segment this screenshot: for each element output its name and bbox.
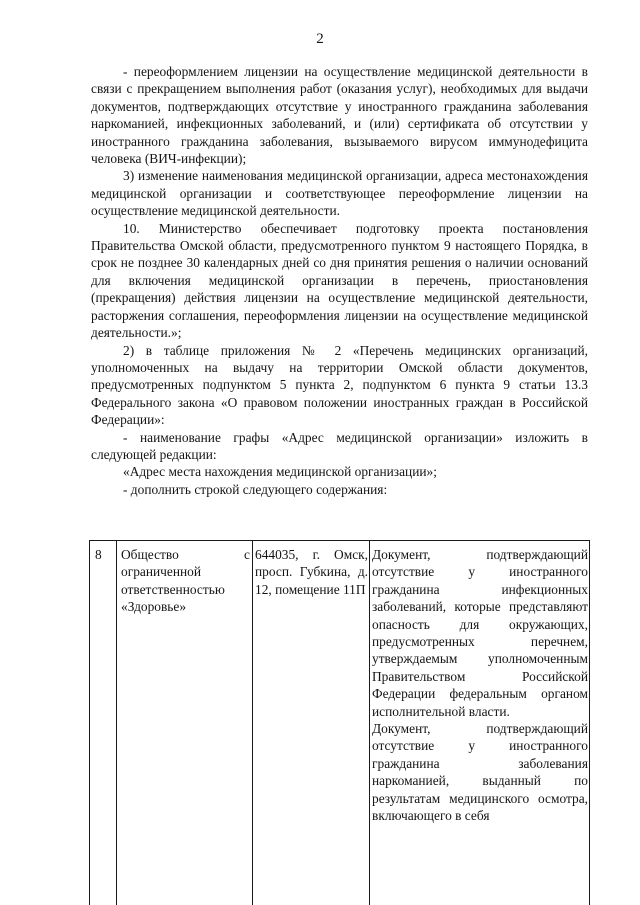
paragraph-license-reissue: - переоформлением лицензии на осуществление медицинской деятельности в связи с прекращением выполнения работ (оказания услуг), необходимых для выдачи документов, подтверждающих отсутствие у иностранного гражданина заболевания наркоманией, инфекционных заболеваний, и (или) сертификата об отсутствии у иностранного гражданина заболевания, вызываемого вирусом иммунодефицита человека (ВИЧ-инфекции); — [91, 64, 588, 167]
paragraph-appendix-2: 2) в таблице приложения № 2 «Перечень медицинских организаций, уполномоченных на выдачу на территории Омской области документов, предусмотренных подпунктом 5 пункта 2, подпунктом 6 пункта 9 статьи 13.3 Федерального закона «О правовом положении иностранных граждан в Российской Федерации»: — [91, 342, 588, 428]
body-text — [91, 63, 588, 498]
table-border-right — [589, 540, 590, 905]
table-cell-document-2: Документ, подтверждающий отсутствие у иностранного гражданина заболевания наркоманией, выданный по результатам медицинского осмотра, включающего в себя — [372, 721, 588, 824]
table-cell-document-1: Документ, подтверждающий отсутствие у иностранного гражданина инфекционных заболеваний, которые представляют опасность для окружающих, предусмотренных перечнем, утверждаемым уполномоченным Правительством Российской Федерации федеральным органом исполнительной власти. — [372, 547, 588, 719]
paragraph-new-column-name: «Адрес места нахождения медицинской организации»; — [123, 464, 437, 480]
paragraph-name-change: 3) изменение наименования медицинской организации, адреса местонахождения медицинской организации и соответствующее переоформление лицензии на осуществление медицинской деятельности. — [91, 168, 588, 219]
table-border-left — [89, 540, 90, 905]
paragraph-column-rename: - наименование графы «Адрес медицинской организации» изложить в следующей редакции: — [91, 429, 588, 462]
table-divider-number — [116, 540, 117, 905]
page-number: 2 — [316, 31, 324, 47]
table-divider-address — [369, 540, 370, 905]
paragraph-item-10: 10. Министерство обеспечивает подготовку проекта постановления Правительства Омской области, предусмотренного пунктом 9 настоящего Порядка, в срок не позднее 30 календарных дней со дня принятия решения о наличии оснований для включения медицинской организации в перечень, приостановления (прекращения) действия лицензии на осуществление медицинской деятельности, расторжения соглашения, переоформления лицензии на осуществление медицинской деятельности.»; — [91, 220, 588, 341]
table-border-top — [89, 540, 589, 541]
table-divider-organization — [252, 540, 253, 905]
table-cell-documents — [372, 546, 588, 825]
paragraph-add-row: - дополнить строкой следующего содержания: — [123, 481, 388, 497]
table-cell-address: 644035, г. Омск, просп. Губкина, д. 12, помещение 11П — [255, 547, 368, 597]
table-cell-number: 8 — [95, 547, 102, 562]
table-cell-organization: Общество с ограниченной ответственностью «Здоровье» — [121, 547, 250, 615]
